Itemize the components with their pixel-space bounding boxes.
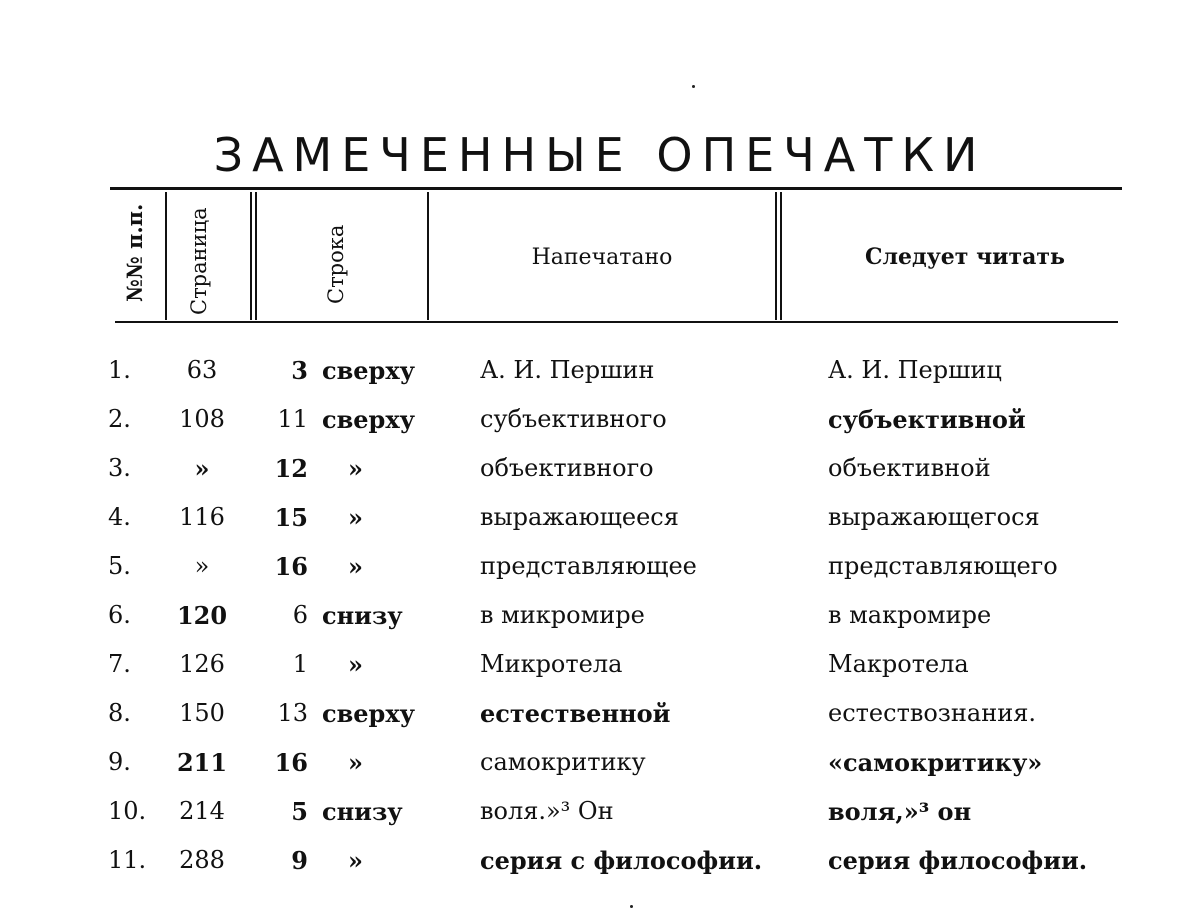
row-line: 6	[292, 601, 308, 629]
table-row	[0, 699, 1200, 749]
row-printed: естественной	[480, 699, 671, 728]
row-position: »	[348, 503, 363, 532]
table-row	[0, 454, 1200, 504]
row-correct: в макромире	[828, 601, 992, 629]
header-line: Строка	[324, 224, 348, 304]
row-page: 211	[176, 748, 228, 777]
row-line: 5	[291, 797, 308, 826]
row-correct: объективной	[828, 454, 991, 482]
row-printed: в микромире	[480, 601, 645, 629]
row-number: 7.	[108, 650, 131, 678]
row-printed: Микротела	[480, 650, 623, 678]
header-bottom-rule	[115, 321, 1118, 323]
row-line: 3	[291, 356, 308, 385]
row-line: 15	[274, 503, 308, 532]
column-divider	[250, 192, 252, 320]
row-number: 1.	[108, 356, 131, 384]
page-title: ЗАМЕЧЕННЫЕ ОПЕЧАТКИ	[213, 128, 987, 182]
table-row	[0, 797, 1200, 847]
column-divider	[780, 192, 782, 320]
header-top-rule	[110, 187, 1122, 190]
header-printed: Напечатано	[531, 244, 673, 270]
table-row	[0, 601, 1200, 651]
row-position: »	[348, 552, 363, 581]
row-correct: выражающегося	[828, 503, 1040, 531]
row-number: 10.	[108, 797, 147, 825]
row-page: »	[194, 454, 210, 483]
row-correct: «самокритику»	[828, 748, 1043, 777]
row-printed: самокритику	[480, 748, 646, 776]
row-page: 116	[179, 503, 225, 531]
row-line: 9	[291, 846, 308, 875]
row-correct: серия философии.	[828, 846, 1088, 875]
row-page: 126	[179, 650, 225, 678]
row-position: »	[348, 650, 363, 679]
row-line: 1	[292, 650, 308, 678]
row-line: 12	[274, 454, 308, 483]
row-position: снизу	[322, 797, 403, 826]
table-row	[0, 846, 1200, 896]
row-page: 108	[179, 405, 225, 433]
row-correct: представляющего	[828, 552, 1058, 580]
row-number: 4.	[108, 503, 131, 531]
row-page: »	[194, 552, 210, 580]
column-divider	[427, 192, 429, 320]
row-number: 6.	[108, 601, 131, 629]
row-number: 11.	[108, 846, 147, 874]
row-line: 11	[277, 405, 308, 433]
row-position: снизу	[322, 601, 403, 630]
table-row	[0, 503, 1200, 553]
row-correct: воля,»³ он	[828, 797, 972, 826]
row-position: сверху	[322, 699, 416, 728]
row-page: 120	[176, 601, 228, 630]
row-printed: воля.»³ Он	[480, 797, 614, 825]
row-position: сверху	[322, 405, 416, 434]
row-correct: Макротела	[828, 650, 969, 678]
header-correct: Следует читать	[865, 244, 1065, 270]
header-page: Страница	[187, 207, 211, 315]
row-position: сверху	[322, 356, 416, 385]
row-printed: А. И. Першин	[480, 356, 655, 384]
row-number: 5.	[108, 552, 131, 580]
row-printed: субъективного	[480, 405, 667, 433]
column-divider	[775, 192, 777, 320]
row-line: 16	[274, 552, 308, 581]
column-divider	[255, 192, 257, 320]
row-number: 8.	[108, 699, 131, 727]
row-printed: объективного	[480, 454, 654, 482]
row-correct: А. И. Першиц	[828, 356, 1002, 384]
row-position: »	[348, 454, 363, 483]
row-printed: выражающееся	[480, 503, 679, 531]
row-line: 16	[274, 748, 308, 777]
row-position: »	[348, 846, 363, 875]
row-correct: субъективной	[828, 405, 1026, 434]
table-row	[0, 405, 1200, 455]
row-page: 150	[179, 699, 225, 727]
table-row	[0, 356, 1200, 406]
column-divider	[165, 192, 167, 320]
row-page: 63	[186, 356, 218, 384]
row-line: 13	[277, 699, 308, 727]
row-number: 9.	[108, 748, 131, 776]
row-printed: серия с философии.	[480, 846, 763, 875]
row-page: 214	[179, 797, 225, 825]
print-speck	[630, 905, 633, 908]
row-position: »	[348, 748, 363, 777]
table-row	[0, 748, 1200, 798]
row-number: 2.	[108, 405, 131, 433]
row-number: 3.	[108, 454, 131, 482]
print-speck	[692, 85, 695, 88]
row-page: 288	[179, 846, 225, 874]
table-row	[0, 650, 1200, 700]
row-correct: естествознания.	[828, 699, 1036, 727]
header-num: №№ п.п.	[122, 203, 147, 302]
row-printed: представляющее	[480, 552, 697, 580]
table-row	[0, 552, 1200, 602]
